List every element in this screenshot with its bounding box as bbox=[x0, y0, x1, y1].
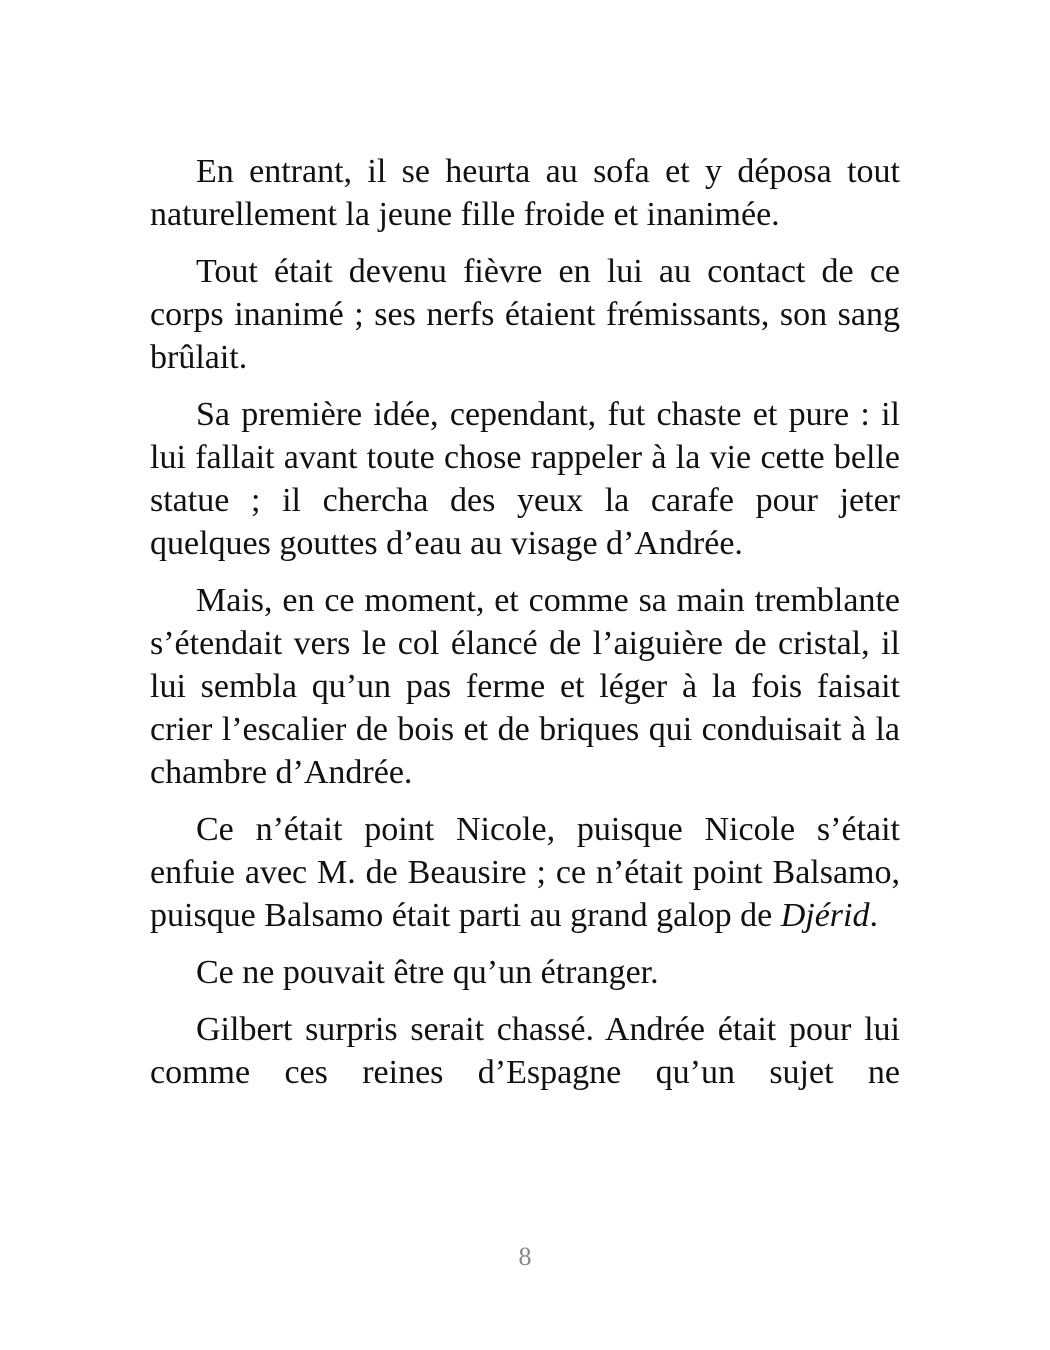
paragraph-7: Gilbert surpris serait chassé. Andrée était pour lui comme ces reines d’Espagne qu’un sujet ne bbox=[150, 1011, 900, 1091]
paragraph-5-text-before: Ce n’était point Nicole, puisque Nicole s’était enfuie avec M. de Beausire ; ce n’était point Balsamo, puisque Balsamo était parti au grand galop de bbox=[150, 811, 900, 934]
paragraph-5-text-after: . bbox=[869, 897, 878, 934]
paragraph-5 bbox=[150, 808, 900, 937]
paragraph-5-italic-name: Djérid bbox=[780, 897, 870, 934]
paragraph-4: Mais, en ce moment, et comme sa main tremblante s’étendait vers le col élancé de l’aiguière de cristal, il lui sembla qu’un pas ferme et léger à la fois faisait crier l’escalier de bois et de briques qui conduisait à la chambre d’Andrée. bbox=[150, 582, 900, 791]
paragraph-2: Tout était devenu fièvre en lui au contact de ce corps inanimé ; ses nerfs étaient frémissants, son sang brûlait. bbox=[150, 253, 900, 376]
page-body bbox=[150, 150, 900, 1108]
paragraph-1: En entrant, il se heurta au sofa et y déposa tout naturellement la jeune fille froide et inanimée. bbox=[150, 153, 900, 233]
paragraph-3: Sa première idée, cependant, fut chaste et pure : il lui fallait avant toute chose rappeler à la vie cette belle statue ; il chercha des yeux la carafe pour jeter quelques gouttes d’eau au visage d’Andrée. bbox=[150, 396, 900, 562]
page-number: 8 bbox=[518, 1242, 532, 1271]
paragraph-6: Ce ne pouvait être qu’un étranger. bbox=[196, 954, 659, 991]
